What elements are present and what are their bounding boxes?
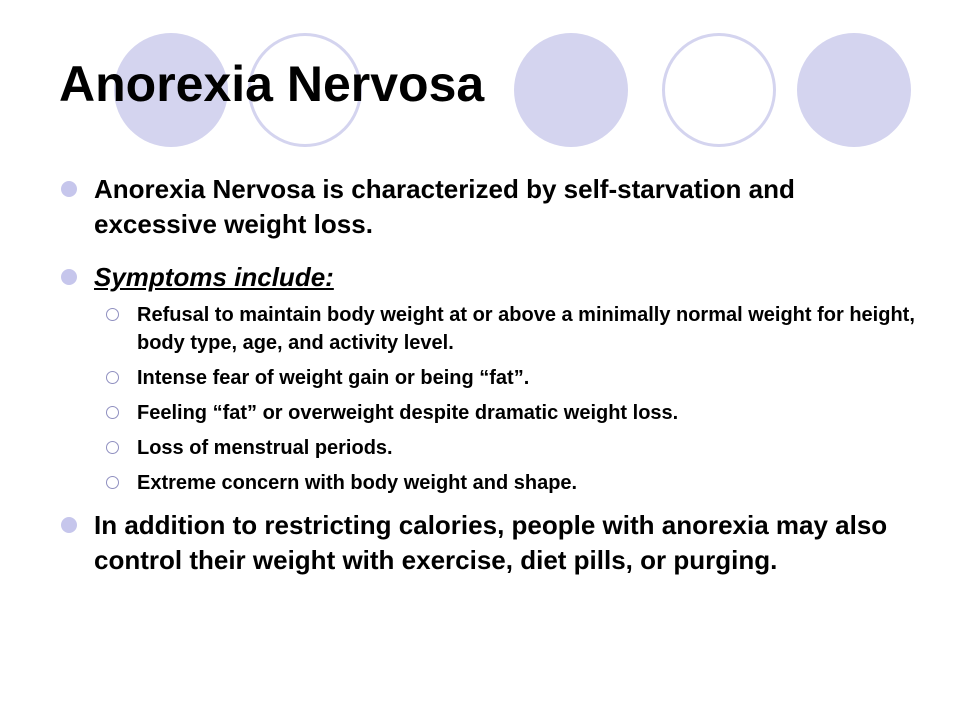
bullet-dot-icon bbox=[61, 181, 77, 197]
bullet-item bbox=[59, 172, 919, 242]
bullet-ring-icon bbox=[106, 371, 119, 384]
bullet-ring-icon bbox=[106, 406, 119, 419]
bullet-item bbox=[59, 260, 919, 295]
bullet-dot-icon bbox=[61, 517, 77, 533]
bullet-text: Anorexia Nervosa is characterized by self-starvation and excessive weight loss. bbox=[94, 174, 795, 239]
sub-bullet-item bbox=[59, 399, 919, 427]
sub-bullet-text: Intense fear of weight gain or being “fat”. bbox=[137, 367, 530, 389]
bullet-dot-icon bbox=[61, 269, 77, 285]
decorative-circle bbox=[514, 33, 628, 147]
sub-bullet-text: Feeling “fat” or overweight despite dramatic weight loss. bbox=[137, 402, 679, 424]
sub-bullet-item bbox=[59, 434, 919, 462]
decorative-circle-outline bbox=[662, 33, 776, 147]
bullet-ring-icon bbox=[106, 441, 119, 454]
sub-bullet-item bbox=[59, 301, 919, 357]
slide-title: Anorexia Nervosa bbox=[59, 56, 485, 112]
sub-bullet-item bbox=[59, 469, 919, 497]
bullet-text: In addition to restricting calories, people with anorexia may also control their weight with exercise, diet pills, or purging. bbox=[94, 510, 888, 575]
sub-bullet-item bbox=[59, 364, 919, 392]
decorative-circle bbox=[797, 33, 911, 147]
bullet-ring-icon bbox=[106, 476, 119, 489]
bullet-ring-icon bbox=[106, 308, 119, 321]
sub-bullet-text: Extreme concern with body weight and shape. bbox=[137, 472, 578, 494]
bullet-text: Symptoms include: bbox=[94, 262, 334, 292]
sub-bullet-text: Loss of menstrual periods. bbox=[137, 437, 393, 459]
slide-body bbox=[59, 172, 919, 578]
sub-bullet-text: Refusal to maintain body weight at or above a minimally normal weight for height, body type, age, and activity level. bbox=[137, 304, 915, 354]
bullet-item bbox=[59, 508, 919, 578]
